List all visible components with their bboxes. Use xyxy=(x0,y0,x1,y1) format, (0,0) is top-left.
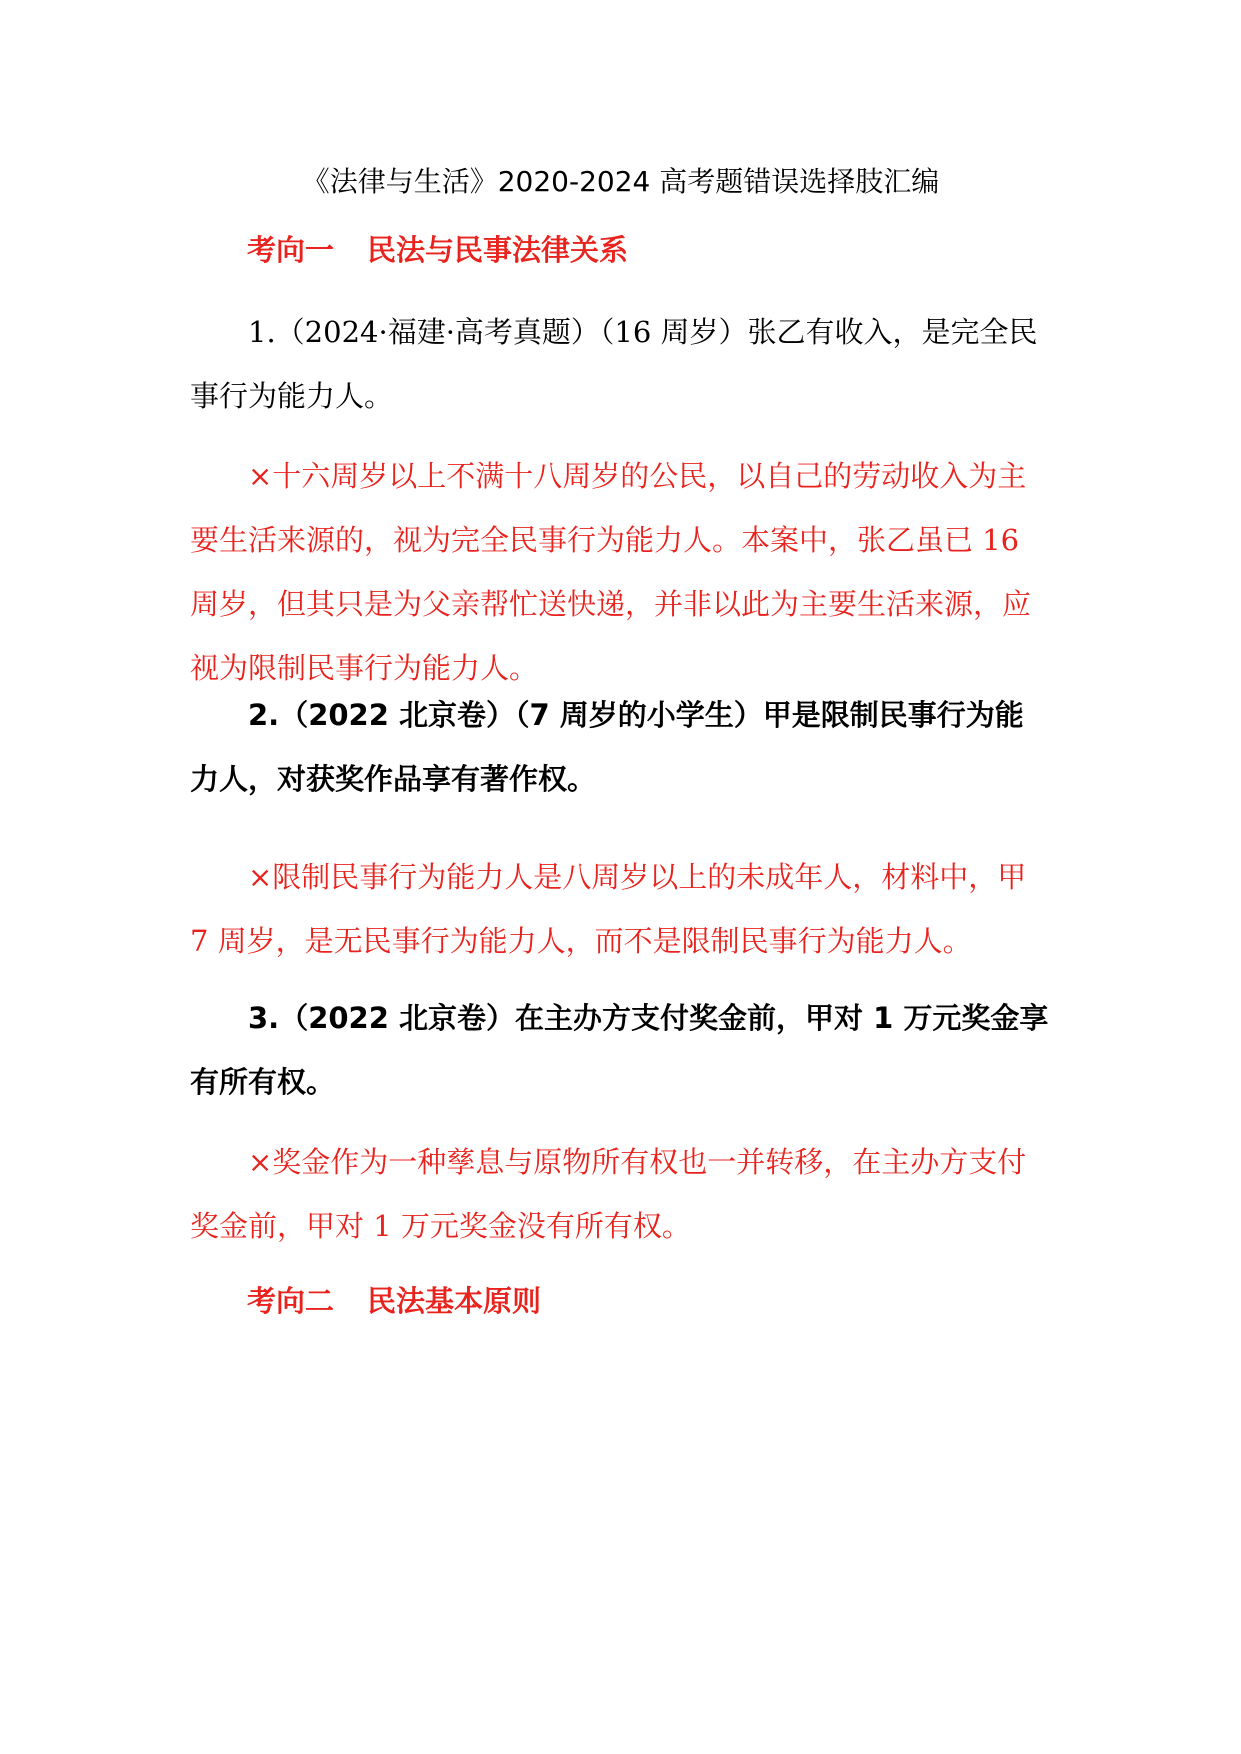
answer-2: ×限制民事行为能力人是八周岁以上的未成年人，材料中，甲 7 周岁，是无民事行为能力人，而不是限制民事行为能力人。 xyxy=(190,860,1027,958)
question-2: 2.（2022 北京卷）（7 周岁的小学生）甲是限制民事行为能力人，对获奖作品享有著作权。 xyxy=(190,698,1024,796)
answer-3: ×奖金作为一种孳息与原物所有权也一并转移，在主办方支付奖金前，甲对 1 万元奖金没有所有权。 xyxy=(190,1145,1027,1243)
section-label: 考向一 xyxy=(247,233,335,267)
question-1: 1.（2024·福建·高考真题）（16 周岁）张乙有收入，是完全民事行为能力人。 xyxy=(190,315,1038,413)
question-3: 3.（2022 北京卷）在主办方支付奖金前，甲对 1 万元奖金享有所有权。 xyxy=(190,1001,1049,1099)
section-name: 民法与民事法律关系 xyxy=(367,233,629,267)
section-heading-2 xyxy=(247,1279,541,1323)
section-heading-1 xyxy=(247,228,628,272)
document-title: 《法律与生活》2020-2024 高考题错误选择肢汇编 xyxy=(301,165,940,198)
section-label: 考向二 xyxy=(247,1284,335,1318)
answer-1: ×十六周岁以上不满十八周岁的公民，以自己的劳动收入为主要生活来源的，视为完全民事行为能力人。本案中，张乙虽已 16 周岁，但其只是为父亲帮忙送快递，并非以此为主要生活来源，应视为限制民事行为能力人。 xyxy=(190,459,1032,685)
section-name: 民法基本原则 xyxy=(367,1284,542,1318)
